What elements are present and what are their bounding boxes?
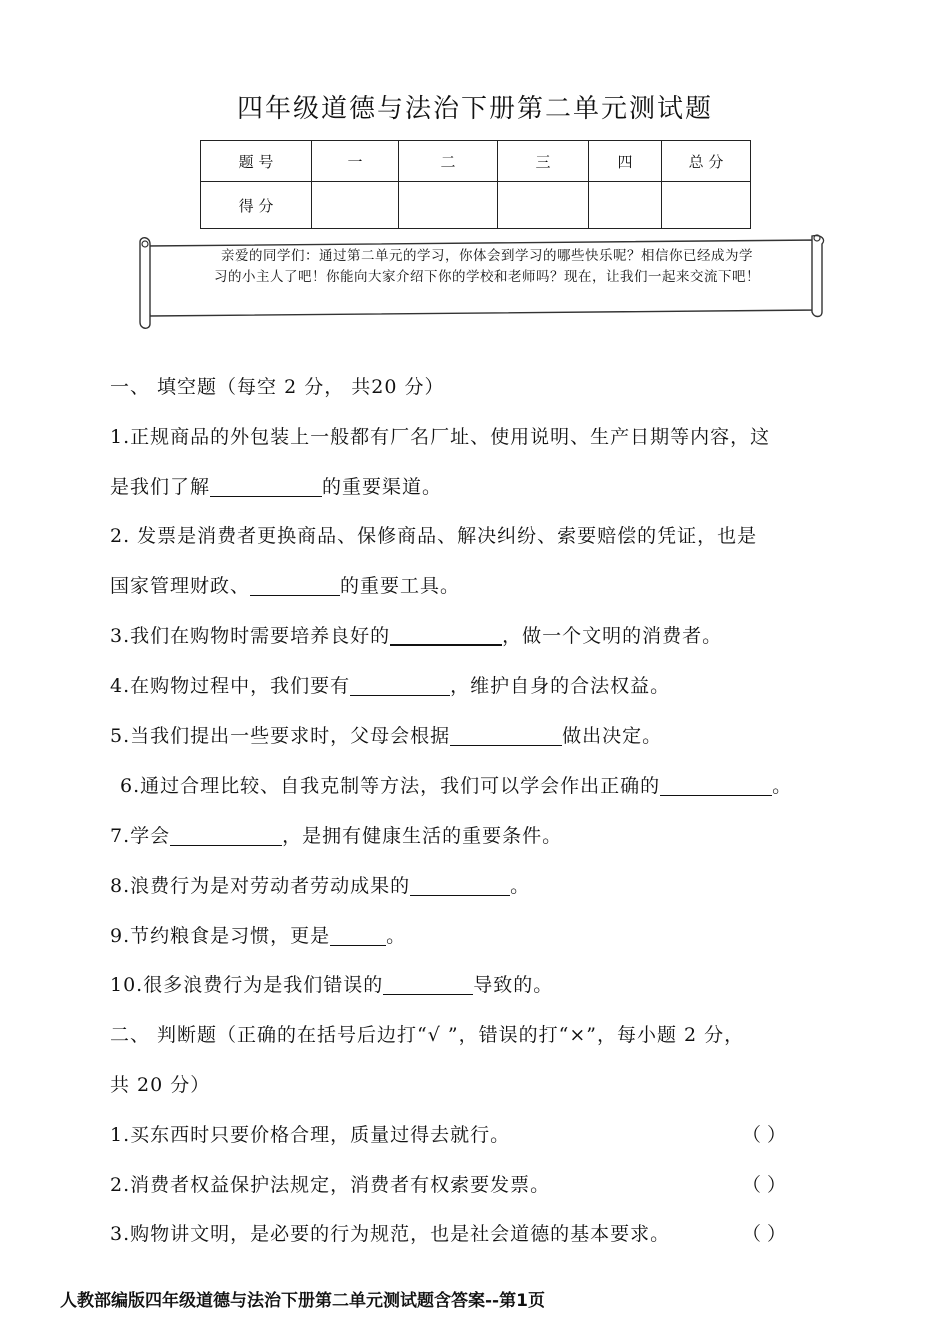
q10-text-a: 10.很多浪费行为是我们错误的 xyxy=(110,974,384,996)
q3-line xyxy=(110,621,722,648)
judge-answer-3[interactable]: （ ） xyxy=(742,1223,787,1245)
q9-blank[interactable] xyxy=(330,925,386,946)
q6-text-a: 6.通过合理比较、自我克制等方法，我们可以学会作出正确的 xyxy=(120,775,661,797)
score-cell-3[interactable] xyxy=(498,182,589,229)
q7-text-b: ，是拥有健康生活的重要条件。 xyxy=(282,825,563,847)
q1-blank[interactable] xyxy=(210,476,322,497)
score-cell-total[interactable] xyxy=(662,182,751,229)
q7-text-a: 7.学会 xyxy=(110,825,171,847)
judge-answer-1[interactable]: （ ） xyxy=(742,1124,787,1146)
q5-line xyxy=(110,721,662,748)
q6-line xyxy=(120,771,792,798)
q10-text-b: 导致的。 xyxy=(473,974,554,996)
header-cell-1: 一 xyxy=(312,141,399,182)
score-cell-2[interactable] xyxy=(399,182,498,229)
intro-scroll-banner xyxy=(136,232,826,330)
q5-blank[interactable] xyxy=(450,725,562,746)
page-title: 四年级道德与法治下册第二单元测试题 xyxy=(236,94,713,124)
q9-text-b: 。 xyxy=(386,925,407,947)
q1-text-c: 的重要渠道。 xyxy=(322,476,443,498)
q6-text-b: 。 xyxy=(772,775,793,797)
q1-line-b xyxy=(110,472,442,499)
score-table-header-row xyxy=(201,141,751,182)
q5-text-a: 5.当我们提出一些要求时，父母会根据 xyxy=(110,725,451,747)
intro-line-2: 习的小主人了吧！你能向大家介绍下你的学校和老师吗？现在，让我们一起来交流下吧！ xyxy=(214,269,760,285)
q7-line xyxy=(110,821,562,848)
q4-line xyxy=(110,671,670,698)
q2-line-a: 2. 发票是消费者更换商品、保修商品、解决纠纷、索要赔偿的凭证，也是 xyxy=(110,525,758,547)
q1-text-b: 是我们了解 xyxy=(110,476,211,498)
score-cell-4[interactable] xyxy=(589,182,662,229)
q3-text-a: 3.我们在购物时需要培养良好的 xyxy=(110,625,391,647)
judge-answer-2[interactable]: （ ） xyxy=(742,1174,787,1196)
q4-text-a: 4.在购物过程中，我们要有 xyxy=(110,675,351,697)
q10-line xyxy=(110,970,553,997)
section2-heading-line-a: 二、 判断题（正确的在括号后边打“√ ”，错误的打“×”，每小题 2 分， xyxy=(110,1024,745,1046)
q4-blank[interactable] xyxy=(350,675,450,696)
score-row-label: 得 分 xyxy=(201,182,312,229)
q3-blank[interactable] xyxy=(390,624,502,646)
header-cell-total: 总 分 xyxy=(662,141,751,182)
score-cell-1[interactable] xyxy=(312,182,399,229)
q10-blank[interactable] xyxy=(383,974,473,995)
q2-blank[interactable] xyxy=(250,575,340,596)
page-footer: 人教部编版四年级道德与法治下册第二单元测试题含答案--第1页 xyxy=(60,1291,545,1311)
section2-heading-line-b: 共 20 分） xyxy=(110,1074,211,1096)
q2-text-b: 国家管理财政、 xyxy=(110,575,251,597)
q7-blank[interactable] xyxy=(170,825,282,846)
header-cell-question-number: 题 号 xyxy=(201,141,312,182)
q4-text-b: ，维护自身的合法权益。 xyxy=(450,675,671,697)
intro-line-1: 亲爱的同学们：通过第二单元的学习，你体会到学习的哪些快乐呢？相信你已经成为学 xyxy=(221,248,753,264)
q2-line-b xyxy=(110,571,460,598)
header-cell-4: 四 xyxy=(589,141,662,182)
q9-line xyxy=(110,921,406,948)
score-table-score-row xyxy=(201,182,751,229)
q9-text-a: 9.节约粮食是习惯，更是 xyxy=(110,925,331,947)
judge-item-1: 1.买东西时只要价格合理，质量过得去就行。 xyxy=(110,1124,511,1146)
q8-line xyxy=(110,871,530,898)
q5-text-b: 做出决定。 xyxy=(562,725,663,747)
intro-text xyxy=(162,246,812,288)
q2-text-c: 的重要工具。 xyxy=(340,575,461,597)
q3-text-b: ，做一个文明的消费者。 xyxy=(502,625,723,647)
judge-item-3: 3.购物讲文明，是必要的行为规范，也是社会道德的基本要求。 xyxy=(110,1223,671,1245)
q8-blank[interactable] xyxy=(410,875,510,896)
q1-line-a: 1.正规商品的外包装上一般都有厂名厂址、使用说明、生产日期等内容，这 xyxy=(110,426,771,448)
header-cell-2: 二 xyxy=(399,141,498,182)
section1-heading: 一、 填空题（每空 2 分， 共20 分） xyxy=(110,376,445,398)
q6-blank[interactable] xyxy=(660,775,772,796)
judge-item-2: 2.消费者权益保护法规定，消费者有权索要发票。 xyxy=(110,1174,551,1196)
q8-text-b: 。 xyxy=(510,875,531,897)
score-table xyxy=(200,140,751,229)
q8-text-a: 8.浪费行为是对劳动者劳动成果的 xyxy=(110,875,411,897)
header-cell-3: 三 xyxy=(498,141,589,182)
